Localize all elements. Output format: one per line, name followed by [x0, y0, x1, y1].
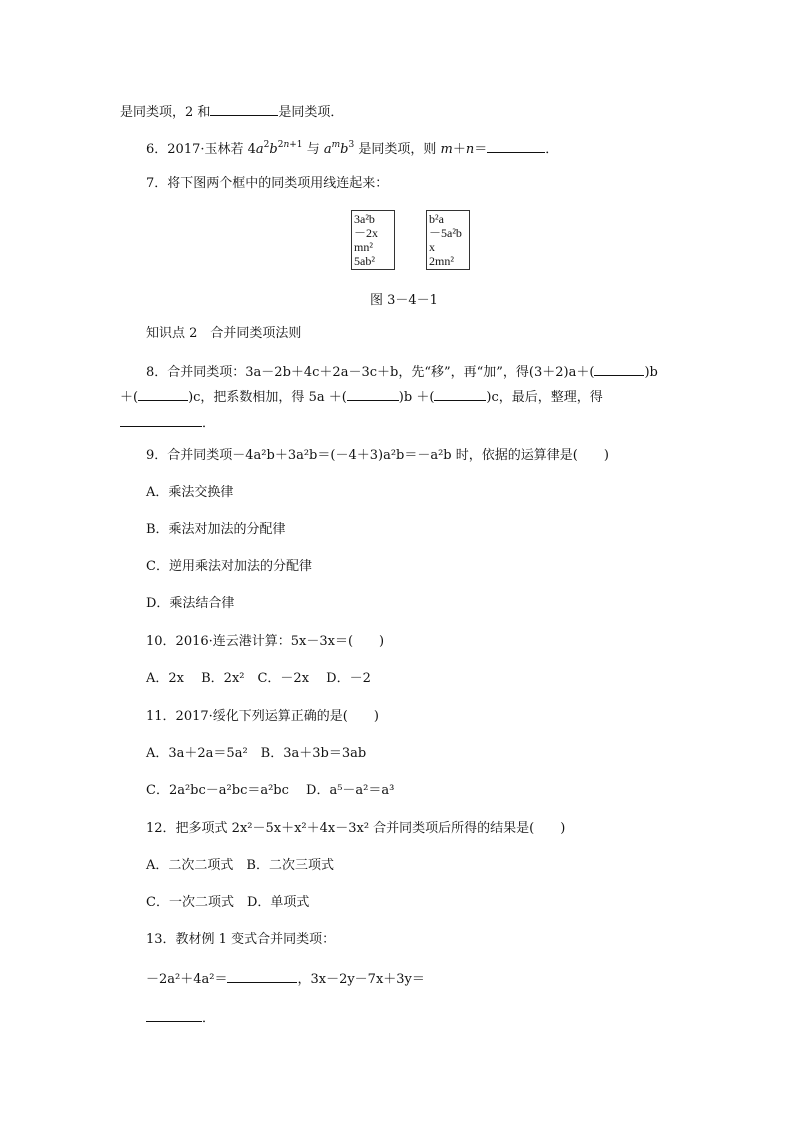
- box-left-item[interactable]: 5ab²: [354, 254, 375, 268]
- q5-tail-text-b: 是同类项．: [278, 105, 344, 120]
- q8-blank-3[interactable]: [347, 386, 399, 401]
- question-8-line2: [120, 386, 603, 407]
- q11-options-ab[interactable]: A．3a＋2a＝5a² B．3a＋3b＝3ab: [146, 746, 367, 761]
- q6-end: ．: [545, 142, 559, 157]
- q8-blank-2[interactable]: [138, 386, 188, 401]
- q6-answer-blank[interactable]: [487, 138, 545, 153]
- question-8-line3: [120, 412, 215, 433]
- box-right: [426, 210, 470, 270]
- q8-blank-5[interactable]: [120, 412, 202, 427]
- box-left-item[interactable]: 3a²b: [354, 212, 375, 226]
- box-right-item[interactable]: 2mn²: [429, 254, 454, 268]
- question-11-stem: 11．2017·绥化下列运算正确的是( ): [146, 709, 379, 724]
- q5-tail-text-a: 是同类项，2 和: [120, 105, 211, 120]
- q13-line2-end: ．: [202, 1011, 216, 1026]
- q8-line2-start: ＋(: [120, 390, 139, 405]
- q5-answer-blank[interactable]: [210, 101, 278, 116]
- q6-with: 与: [306, 142, 320, 157]
- question-8-line1: [146, 361, 658, 382]
- figure-caption: 图 3－4－1: [370, 293, 438, 308]
- box-left: [351, 210, 395, 270]
- box-left-item[interactable]: mn²: [354, 240, 373, 254]
- q8-blank-4[interactable]: [434, 386, 486, 401]
- box-left-item[interactable]: －2x: [354, 226, 379, 240]
- q6-prefix: 6．2017·玉林若 4: [146, 142, 256, 157]
- question-12-stem: 12．把多项式 2x²－5x＋x²＋4x－3x² 合并同类项后所得的结果是( ): [146, 821, 566, 836]
- q6-eq: ＝: [474, 142, 488, 157]
- question-13-line2: [146, 1007, 215, 1028]
- q8-line2-mid2: )b ＋(: [398, 390, 435, 405]
- q13-blank-1[interactable]: [227, 968, 297, 983]
- q9-option-c[interactable]: C．逆用乘法对加法的分配律: [146, 559, 312, 574]
- q13-expr-1: －2a²＋4a²＝: [146, 972, 228, 987]
- question-7: 7．将下图两个框中的同类项用线连起来：: [146, 176, 389, 191]
- q9-option-d[interactable]: D．乘法结合律: [146, 596, 235, 611]
- q9-option-b[interactable]: B．乘法对加法的分配律: [146, 522, 286, 537]
- q12-options-ab[interactable]: A．二次二项式 B．二次三项式: [146, 858, 334, 873]
- q6-mid: 是同类项，则: [358, 142, 437, 157]
- question-6: 6．2017·玉林若 $4a^2b^{2n+1}$ 与 $a^mb^3$ 是同类项，则 m＋n＝ ．: [146, 140, 559, 157]
- q9-option-a[interactable]: A．乘法交换律: [146, 485, 234, 500]
- q12-options-cd[interactable]: C．一次二项式 D．单项式: [146, 895, 310, 910]
- q5-tail-line: [120, 101, 343, 122]
- q13-expr-2: ，3x－2y－7x＋3y＝: [297, 972, 425, 987]
- q8-line3-end: ．: [202, 416, 216, 431]
- q8-line2-end: )c，最后，整理，得: [486, 390, 603, 405]
- q8-line1-end: )b: [644, 365, 658, 380]
- q10-options[interactable]: A．2x B．2x² C．－2x D．－2: [146, 671, 371, 686]
- q8-line2-mid1: )c，把系数相加，得 5a ＋(: [188, 390, 347, 405]
- box-right-item[interactable]: －5a²b: [429, 226, 462, 240]
- section-heading: 知识点 2 合并同类项法则: [146, 326, 302, 341]
- question-10-stem: 10．2016·连云港计算：5x－3x＝( ): [146, 634, 385, 649]
- q8-blank-1[interactable]: [594, 361, 644, 376]
- question-13-line1: [146, 968, 425, 989]
- question-13-stem: 13．教材例 1 变式合并同类项：: [146, 932, 336, 947]
- question-9-stem: 9．合并同类项－4a²b＋3a²b＝(－4＋3)a²b＝－a²b 时，依据的运算律是( ): [146, 448, 609, 463]
- q11-options-cd[interactable]: C．2a²bc－a²bc＝a²bc D．a⁵－a²＝a³: [146, 783, 395, 798]
- q8-line1-text: 8．合并同类项：3a－2b＋4c＋2a－3c＋b，先“移”，再“加”，得(3＋2)a＋(: [146, 365, 595, 380]
- box-right-item[interactable]: x: [429, 240, 435, 254]
- q13-blank-2[interactable]: [146, 1007, 202, 1022]
- box-right-item[interactable]: b²a: [429, 212, 444, 226]
